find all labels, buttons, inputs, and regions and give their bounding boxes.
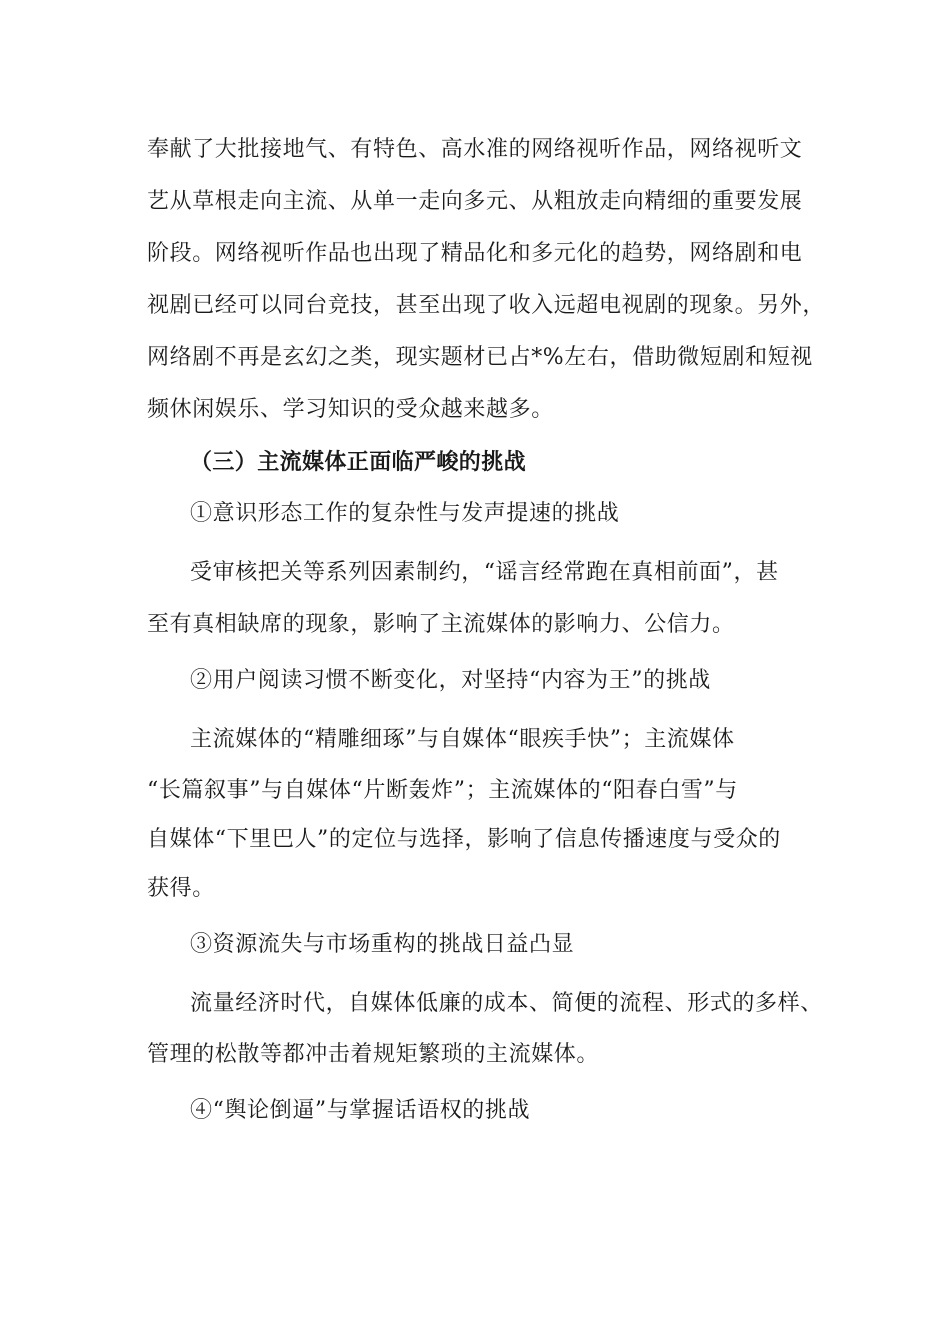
subheading: ③资源流失与市场重构的挑战日益凸显 [190,932,575,957]
paragraph-line: “长篇叙事”与自媒体“片断轰炸”；主流媒体的“阳春白雪”与 [147,778,738,803]
paragraph-line: 阶段。网络视听作品也出现了精品化和多元化的趋势，网络剧和电 [147,241,803,266]
paragraph-line: 艺从草根走向主流、从单一走向多元、从粗放走向精细的重要发展 [147,189,803,214]
paragraph-line: 奉献了大批接地气、有特色、高水准的网络视听作品，网络视听文 [147,137,803,162]
paragraph-line: 视剧已经可以同台竞技，甚至出现了收入远超电视剧的现象。另外， [147,293,826,318]
paragraph-line: 流量经济时代，自媒体低廉的成本、简便的流程、形式的多样、 [190,991,823,1016]
paragraph-line: 受审核把关等系列因素制约，“谣言经常跑在真相前面”，甚 [190,560,779,585]
paragraph-line: 网络剧不再是玄幻之类，现实题材已占*%左右，借助微短剧和短视 [147,345,813,370]
paragraph-line: 频休闲娱乐、学习知识的受众越来越多。 [147,397,554,422]
subheading: ②用户阅读习惯不断变化，对坚持“内容为王”的挑战 [190,668,711,693]
paragraph-line: 主流媒体的“精雕细琢”与自媒体“眼疾手快”；主流媒体 [190,727,735,752]
paragraph-line: 管理的松散等都冲击着规矩繁琐的主流媒体。 [147,1042,600,1067]
paragraph-line: 自媒体“下里巴人”的定位与选择，影响了信息传播速度与受众的 [147,827,781,852]
section-heading: （三）主流媒体正面临严峻的挑战 [190,449,527,475]
paragraph-line: 至有真相缺席的现象，影响了主流媒体的影响力、公信力。 [147,612,735,637]
subheading: ④“舆论倒逼”与掌握话语权的挑战 [190,1098,531,1123]
paragraph-line: 获得。 [147,876,215,901]
subheading: ①意识形态工作的复杂性与发声提速的挑战 [190,501,620,526]
